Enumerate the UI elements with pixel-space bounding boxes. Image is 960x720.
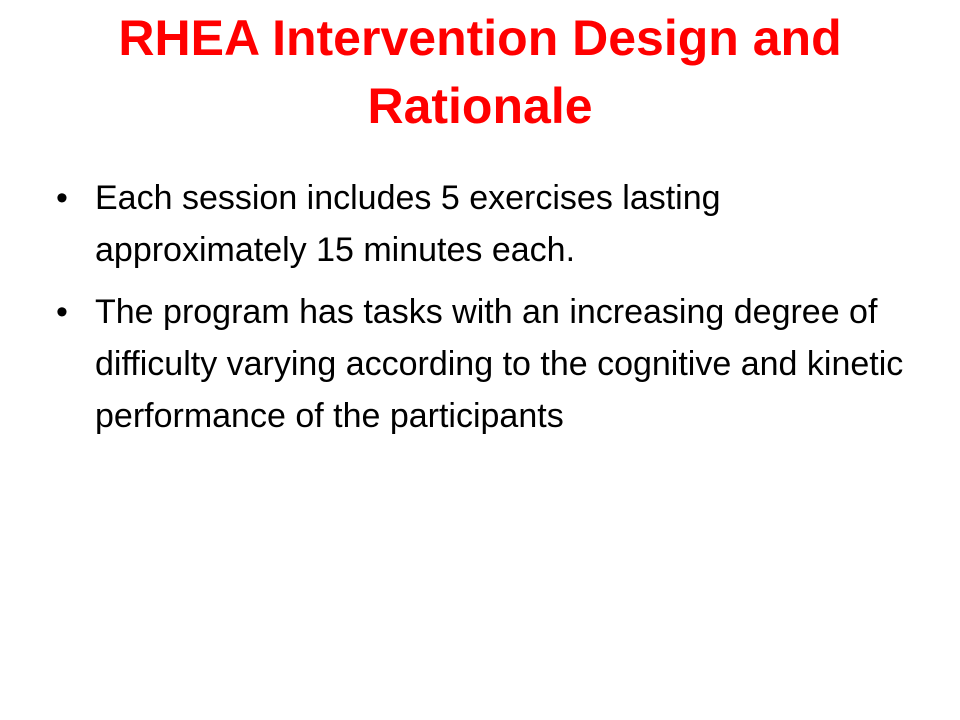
bullet-item-program-difficulty — [56, 286, 916, 442]
bullet-text: Each session includes 5 exercises lasting approximately 15 minutes each. — [95, 179, 721, 269]
bullet-text: The program has tasks with an increasing degree of difficulty varying according to the cognitive and kinetic performance of the participants — [95, 293, 904, 435]
bullet-item-session-exercises — [56, 172, 916, 276]
bullet-list — [56, 172, 916, 452]
bullet-marker: • — [56, 179, 68, 217]
bullet-marker: • — [56, 293, 68, 331]
slide-title: RHEA Intervention Design and Rationale — [118, 10, 842, 134]
